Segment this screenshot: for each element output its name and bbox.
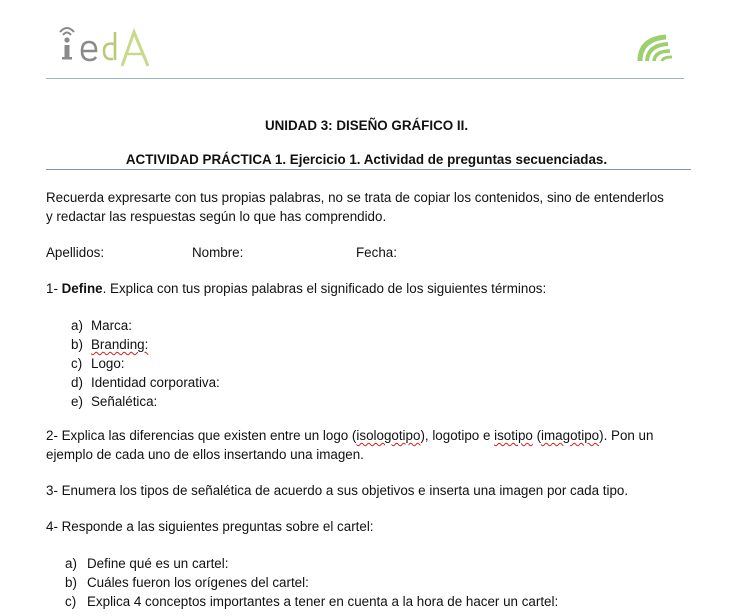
list-item: e) Señalética: bbox=[71, 394, 158, 409]
intro-line-1: Recuerda expresarte con tus propias palabras, no se trata de copiar los contenidos, sino de entenderlos bbox=[46, 190, 664, 205]
question-3: 3- Enumera los tipos de señalética de acuerdo a sus objetivos e inserta una imagen por cada tipo. bbox=[46, 483, 629, 498]
field-apellidos: Apellidos: bbox=[46, 245, 105, 260]
junta-andalucia-icon bbox=[636, 33, 684, 63]
field-fecha: Fecha: bbox=[356, 245, 397, 260]
q4-list bbox=[65, 554, 558, 611]
question-1-number: 1- bbox=[46, 281, 62, 296]
header-divider bbox=[46, 78, 684, 79]
list-item: a) Marca: bbox=[71, 318, 132, 333]
title-divider bbox=[46, 169, 691, 170]
intro-line-2: y redactar las respuestas según lo que has comprendido. bbox=[46, 209, 387, 224]
ieda-logo bbox=[56, 20, 166, 72]
list-item: b) Branding: bbox=[71, 337, 149, 352]
field-nombre: Nombre: bbox=[192, 245, 244, 260]
list-item: c) Explica 4 conceptos importantes a tener en cuenta a la hora de hacer un cartel: bbox=[65, 594, 559, 609]
list-item: b) Cuáles fueron los orígenes del cartel: bbox=[65, 575, 309, 590]
page-title: UNIDAD 3: DISEÑO GRÁFICO II. bbox=[264, 118, 469, 133]
list-item: d) Identidad corporativa: bbox=[71, 375, 220, 390]
question-1-keyword: Define bbox=[61, 281, 103, 296]
question-4: 4- Responde a las siguientes preguntas sobre el cartel: bbox=[46, 519, 374, 534]
question-2: 2- Explica las diferencias que existen entre un logo (isologotipo), logotipo e isotipo (imagotipo). Pon un bbox=[46, 428, 654, 443]
activity-subtitle: ACTIVIDAD PRÁCTICA 1. Ejercicio 1. Actividad de preguntas secuenciadas. bbox=[125, 152, 608, 167]
question-1 bbox=[46, 281, 546, 296]
question-2-line-2: ejemplo de cada uno de ellos insertando una imagen. bbox=[46, 447, 364, 462]
list-item: a) Define qué es un cartel: bbox=[65, 556, 229, 571]
question-1-text: . Explica con tus propias palabras el significado de los siguientes términos: bbox=[102, 281, 547, 296]
q1-list bbox=[71, 316, 220, 411]
list-item: c) Logo: bbox=[71, 356, 125, 371]
